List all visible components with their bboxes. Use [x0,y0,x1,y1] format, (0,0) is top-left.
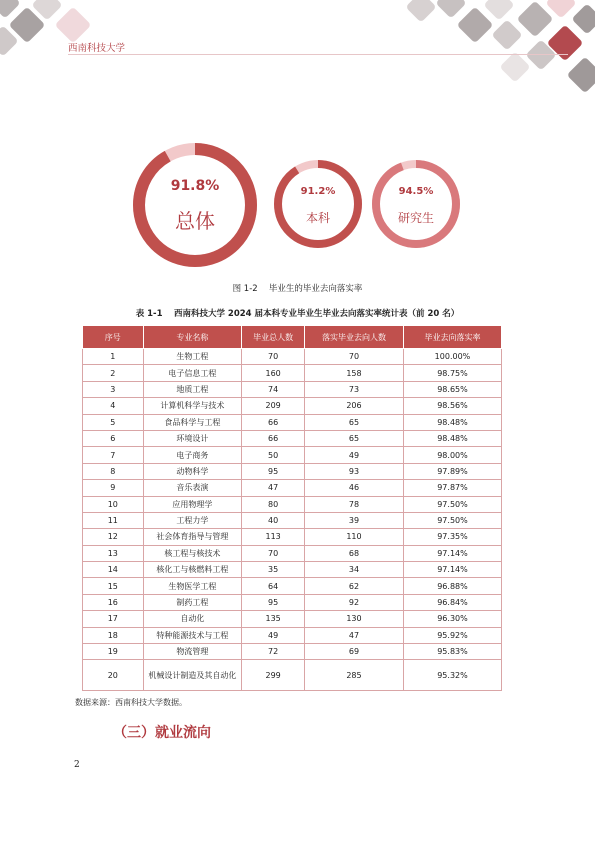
cell-total: 49 [242,627,305,643]
cell-rate: 96.84% [403,594,501,610]
cell-rate: 97.50% [403,512,501,528]
cell-index: 11 [83,512,144,528]
cell-placed: 68 [305,545,404,561]
cell-total: 66 [242,430,305,446]
cell-major: 制药工程 [143,594,242,610]
cell-index: 18 [83,627,144,643]
donut-overall-value: 91.8% [170,178,220,194]
cell-placed: 130 [305,611,404,627]
section-title: （三）就业流向 [113,725,211,741]
cell-index: 20 [83,660,144,691]
cell-total: 74 [242,381,305,397]
table-row [83,365,502,381]
decoration-top-right [400,0,595,110]
cell-total: 72 [242,644,305,660]
cell-major: 应用物理学 [143,496,242,512]
header-rate: 毕业去向落实率 [403,326,501,349]
cell-major: 特种能源技术与工程 [143,627,242,643]
cell-placed: 49 [305,447,404,463]
cell-placed: 39 [305,512,404,528]
cell-major: 社会体育指导与管理 [143,529,242,545]
cell-placed: 62 [305,578,404,594]
table-row [83,480,502,496]
cell-total: 95 [242,463,305,479]
cell-total: 135 [242,611,305,627]
cell-major: 机械设计制造及其自动化 [143,660,242,691]
cell-placed: 46 [305,480,404,496]
cell-placed: 34 [305,562,404,578]
cell-placed: 69 [305,644,404,660]
table-row [83,627,502,643]
table-caption: 表 1-1 西南科技大学 2024 届本科专业毕业生毕业去向落实率统计表（前 20 名） [135,309,460,319]
page-number: 2 [74,760,80,770]
table-row [83,512,502,528]
table-row [83,611,502,627]
cell-total: 66 [242,414,305,430]
cell-placed: 206 [305,398,404,414]
header-major: 专业名称 [143,326,242,349]
cell-placed: 73 [305,381,404,397]
table-row [83,381,502,397]
cell-placed: 93 [305,463,404,479]
cell-placed: 158 [305,365,404,381]
cell-index: 1 [83,349,144,365]
donut-graduate-label: 研究生 [397,211,434,225]
cell-index: 7 [83,447,144,463]
table-row [83,496,502,512]
cell-major: 动物科学 [143,463,242,479]
cell-rate: 98.00% [403,447,501,463]
table-row [83,398,502,414]
cell-major: 计算机科学与技术 [143,398,242,414]
cell-major: 食品科学与工程 [143,414,242,430]
source-note: 数据来源：西南科技大学数据。 [75,698,187,707]
header-placed: 落实毕业去向人数 [305,326,404,349]
table-row [83,447,502,463]
table-row [83,660,502,691]
header-total: 毕业总人数 [242,326,305,349]
cell-rate: 98.48% [403,430,501,446]
table-row [83,349,502,365]
cell-rate: 98.75% [403,365,501,381]
cell-rate: 96.88% [403,578,501,594]
donut-graduate-ring [370,160,462,248]
cell-major: 自动化 [143,611,242,627]
cell-index: 9 [83,480,144,496]
donut-undergraduate-ring [272,160,364,248]
cell-major: 地质工程 [143,381,242,397]
cell-rate: 96.30% [403,611,501,627]
cell-rate: 100.00% [403,349,501,365]
cell-rate: 98.65% [403,381,501,397]
cell-placed: 110 [305,529,404,545]
cell-rate: 95.83% [403,644,501,660]
cell-total: 80 [242,496,305,512]
cell-total: 113 [242,529,305,545]
cell-total: 47 [242,480,305,496]
cell-index: 15 [83,578,144,594]
table-row [83,594,502,610]
table-row [83,644,502,660]
cell-major: 生物工程 [143,349,242,365]
cell-index: 4 [83,398,144,414]
cell-total: 95 [242,594,305,610]
cell-rate: 95.92% [403,627,501,643]
cell-rate: 97.14% [403,562,501,578]
cell-rate: 98.56% [403,398,501,414]
table-row [83,578,502,594]
cell-major: 环境设计 [143,430,242,446]
cell-total: 299 [242,660,305,691]
cell-index: 13 [83,545,144,561]
cell-major: 核化工与核燃料工程 [143,562,242,578]
cell-major: 工程力学 [143,512,242,528]
cell-total: 50 [242,447,305,463]
cell-total: 160 [242,365,305,381]
cell-index: 14 [83,562,144,578]
table-row [83,562,502,578]
cell-total: 35 [242,562,305,578]
cell-rate: 97.89% [403,463,501,479]
table-row [83,414,502,430]
cell-placed: 70 [305,349,404,365]
figure-caption: 图 1-2 毕业生的毕业去向落实率 [232,284,363,294]
cell-index: 2 [83,365,144,381]
cell-total: 40 [242,512,305,528]
cell-rate: 97.87% [403,480,501,496]
cell-placed: 92 [305,594,404,610]
cell-index: 3 [83,381,144,397]
header-index: 序号 [83,326,144,349]
donut-undergraduate [272,160,364,248]
cell-placed: 65 [305,414,404,430]
cell-index: 16 [83,594,144,610]
header-divider [68,54,568,55]
donut-overall [130,143,260,267]
cell-placed: 78 [305,496,404,512]
cell-placed: 47 [305,627,404,643]
cell-index: 8 [83,463,144,479]
cell-rate: 97.50% [403,496,501,512]
employment-rate-table [82,325,502,691]
donut-graduate [370,160,462,248]
cell-major: 电子商务 [143,447,242,463]
cell-major: 音乐表演 [143,480,242,496]
donut-graduate-value: 94.5% [398,186,434,197]
donut-undergraduate-value: 91.2% [300,186,336,197]
cell-total: 64 [242,578,305,594]
cell-rate: 97.14% [403,545,501,561]
cell-index: 17 [83,611,144,627]
cell-major: 物流管理 [143,644,242,660]
cell-placed: 285 [305,660,404,691]
donut-undergraduate-label: 本科 [305,211,330,225]
cell-total: 70 [242,545,305,561]
cell-rate: 97.35% [403,529,501,545]
cell-total: 70 [242,349,305,365]
cell-rate: 95.32% [403,660,501,691]
cell-index: 6 [83,430,144,446]
table-row [83,463,502,479]
cell-major: 核工程与核技术 [143,545,242,561]
cell-rate: 98.48% [403,414,501,430]
cell-index: 10 [83,496,144,512]
cell-major: 电子信息工程 [143,365,242,381]
cell-index: 12 [83,529,144,545]
cell-major: 生物医学工程 [143,578,242,594]
table-row [83,430,502,446]
cell-placed: 65 [305,430,404,446]
cell-total: 209 [242,398,305,414]
table-row [83,529,502,545]
table-row [83,545,502,561]
cell-index: 19 [83,644,144,660]
header-school-name: 西南科技大学 [68,43,126,54]
cell-index: 5 [83,414,144,430]
donut-overall-label: 总体 [175,209,215,233]
table-header-row [83,326,502,349]
